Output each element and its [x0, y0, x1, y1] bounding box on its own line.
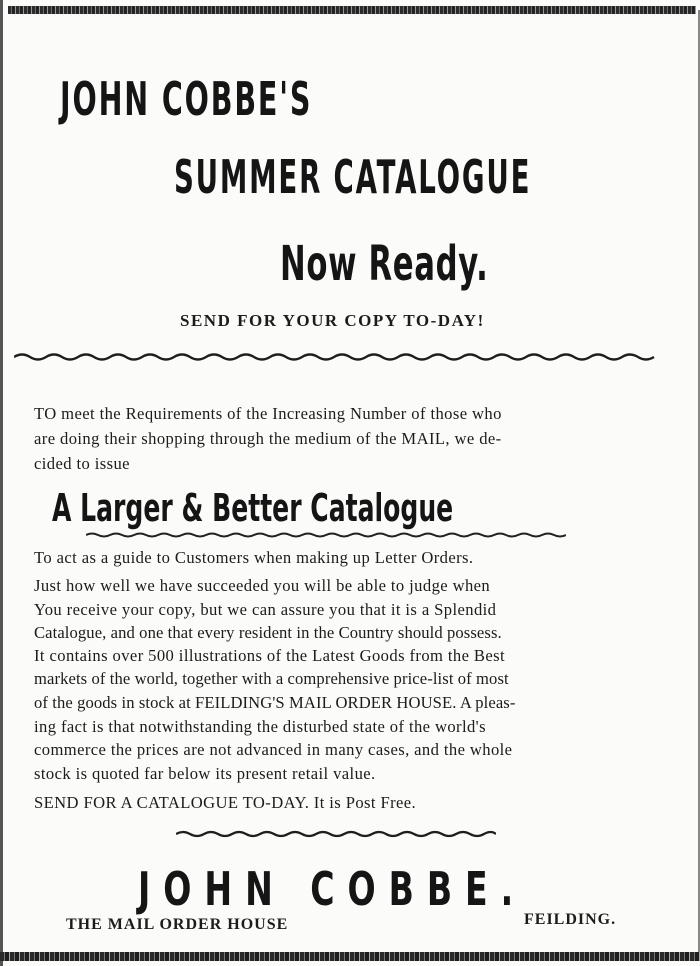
footer-mail-order-house: THE MAIL ORDER HOUSE [66, 916, 289, 933]
body-line: of the goods in stock at FEILDING'S MAIL ORDER HOUSE. A pleas- [34, 693, 516, 712]
intro-line: cided to issue [34, 454, 130, 473]
send-copy-tagline: SEND FOR YOUR COPY TO-DAY! [180, 311, 485, 330]
top-border-rule [8, 6, 696, 14]
title-now-ready: Now Ready. [280, 236, 489, 292]
footer-john-cobbe: JOHN COBBE. [138, 862, 527, 916]
body-line: SEND FOR A CATALOGUE TO-DAY. It is Post Free. [34, 793, 417, 812]
footer-feilding: FEILDING. [524, 911, 617, 928]
body-line: stock is quoted far below its present retail value. [34, 764, 376, 783]
intro-line: are doing their shopping through the medium of the MAIL, we de- [34, 429, 502, 448]
wavy-divider-top [14, 350, 660, 364]
body-line: ing fact is that notwithstanding the disturbed state of the world's [34, 717, 486, 736]
body-line: Catalogue, and one that every resident in the Country should possess. [34, 623, 502, 642]
title-summer-catalogue: SUMMER CATALOGUE [174, 150, 532, 204]
bottom-border-rule [0, 952, 700, 961]
intro-line: TO meet the Requirements of the Increasing Number of those who [34, 404, 502, 423]
title-john-cobbes: JOHN COBBE'S [60, 72, 313, 126]
body-line: To act as a guide to Customers when making up Letter Orders. [34, 548, 474, 567]
body-line: Just how well we have succeeded you will be able to judge when [34, 576, 491, 595]
larger-better-catalogue-heading: A Larger & Better Catalogue [52, 486, 454, 530]
body-line: You receive your copy, but we can assure you that it is a Splendid [34, 600, 497, 619]
left-border-rule [0, 0, 3, 966]
body-line: markets of the world, together with a comprehensive price-list of most [34, 669, 509, 688]
wavy-divider-middle [86, 530, 566, 540]
body-line: It contains over 500 illustrations of the Latest Goods from the Best [34, 646, 506, 665]
wavy-divider-bottom [176, 828, 496, 840]
body-line: commerce the prices are not advanced in many cases, and the whole [34, 740, 513, 759]
